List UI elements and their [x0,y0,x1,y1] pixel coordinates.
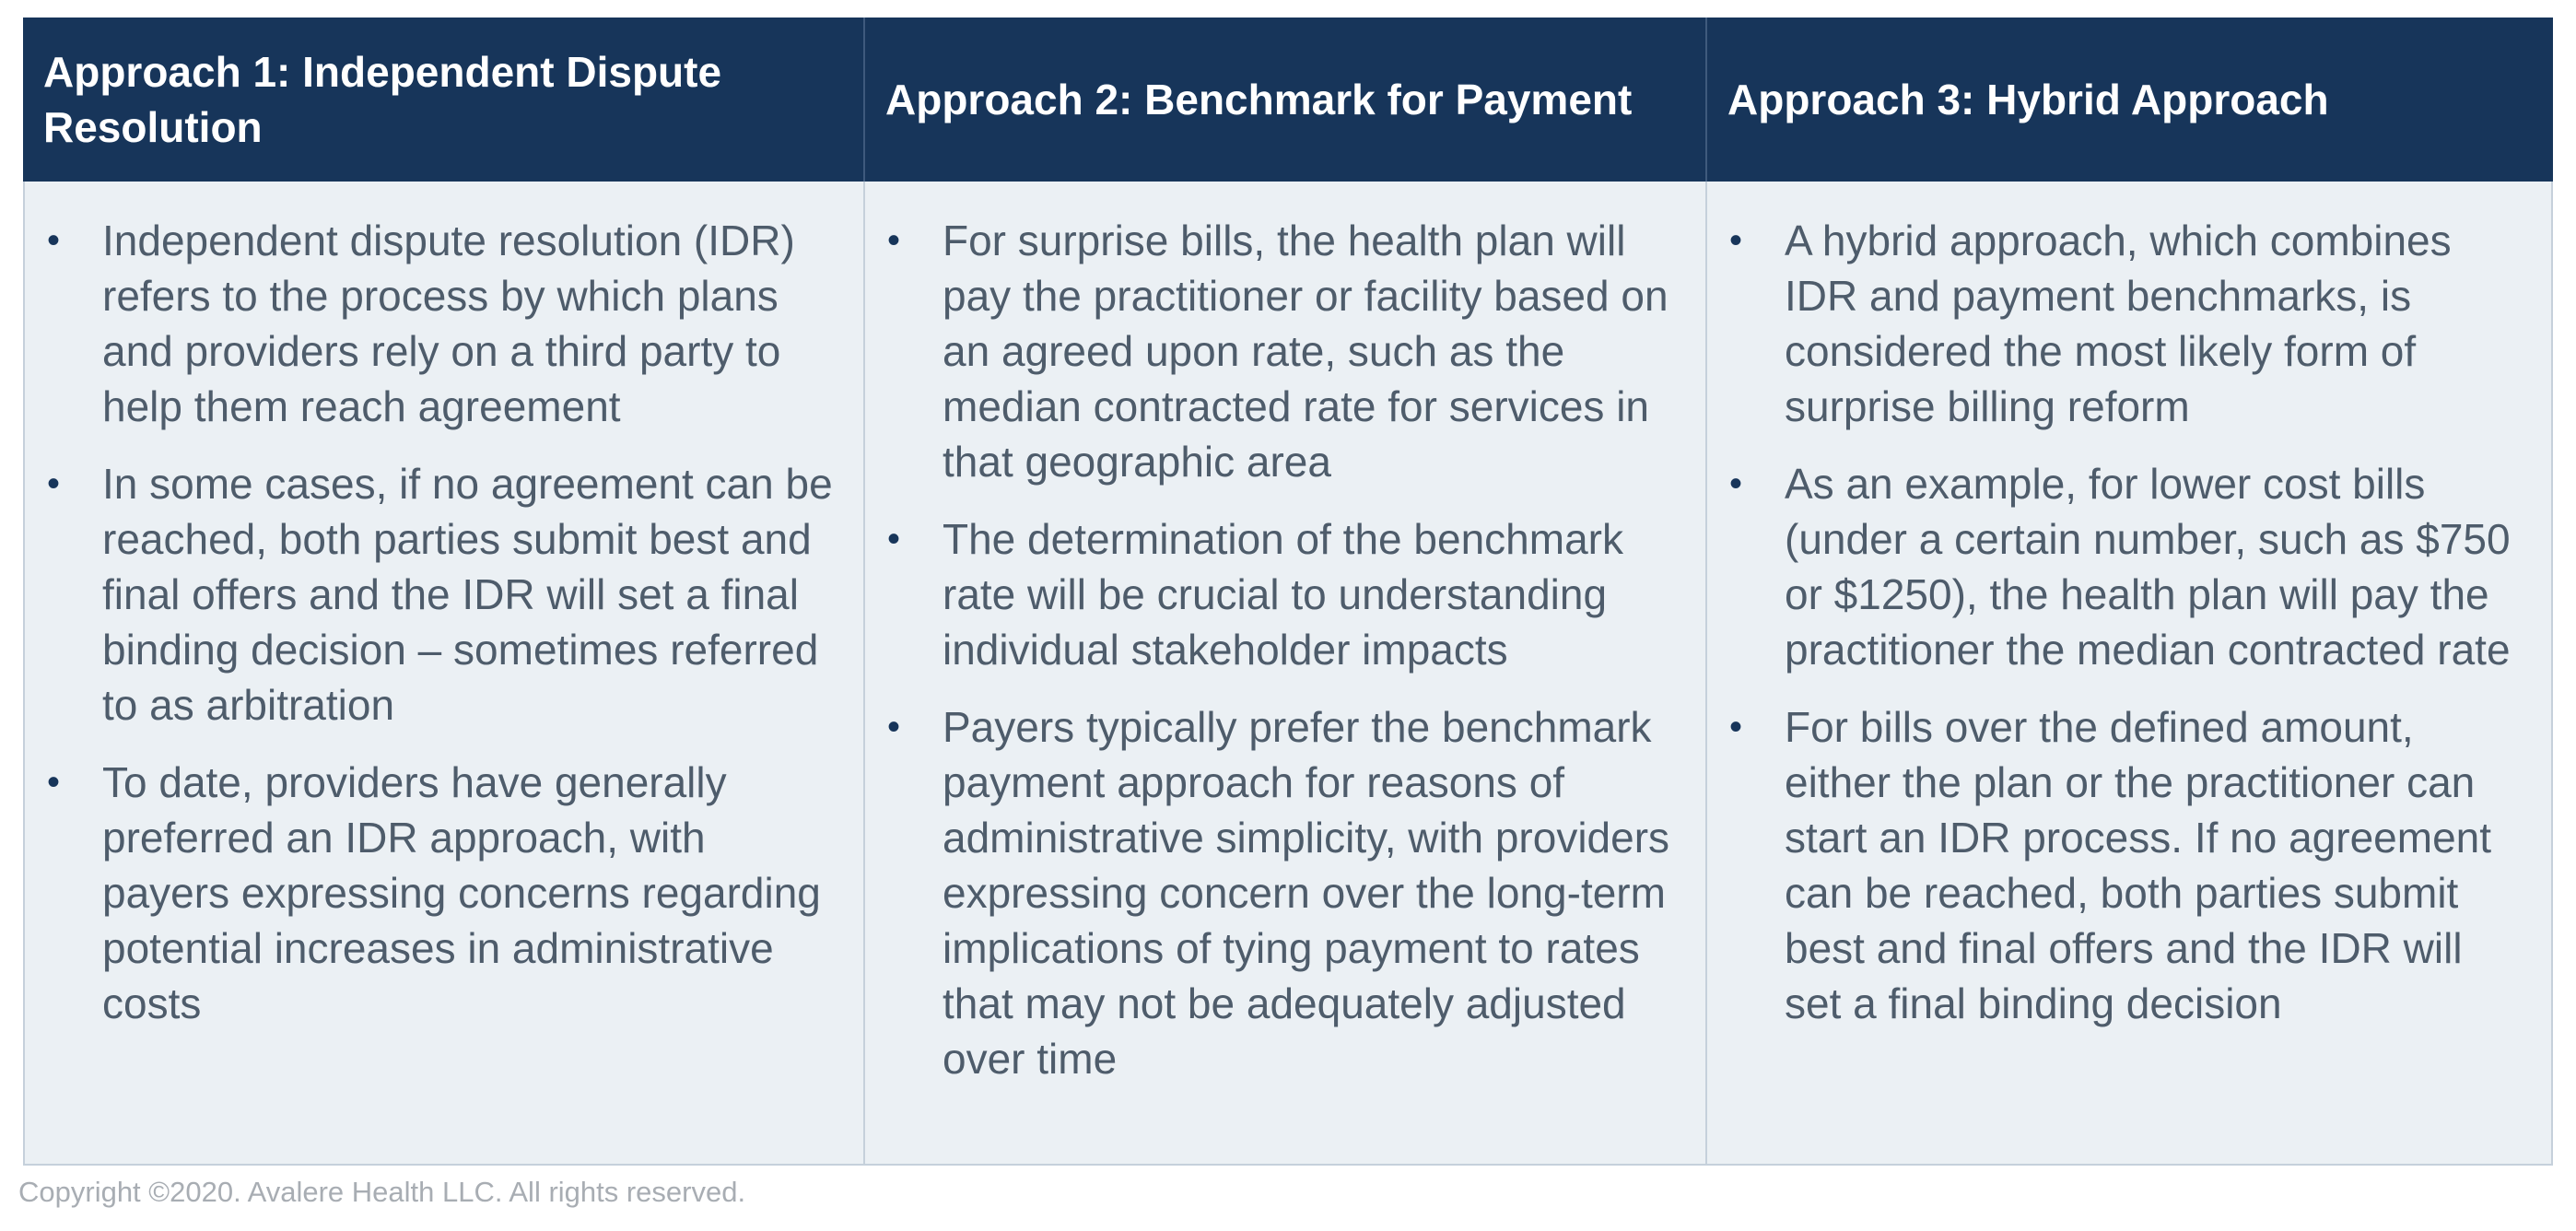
bullet-text: For surprise bills, the health plan will pay the practitioner or facility based on an agreed upon rate, such as the median contracted rate for services in that geographic area [943,217,1669,486]
bullet-icon: • [47,463,61,504]
list-item [1727,699,2529,1031]
column-header-approach-3: Approach 3: Hybrid Approach [1707,18,2553,182]
list-item [45,456,841,733]
bullet-text: The determination of the benchmark rate will be crucial to understanding individual stakeholder impacts [943,515,1623,674]
list-item [885,511,1683,677]
list-item [45,755,841,1031]
list-item [1727,213,2529,434]
bullet-icon: • [1729,463,1743,504]
column-body-approach-1 [23,182,865,1166]
list-item [885,699,1683,1086]
bullet-list [1727,213,2529,1031]
column-body-approach-2 [865,182,1707,1166]
bullet-text: In some cases, if no agreement can be reached, both parties submit best and final offers and the IDR will set a final binding decision – sometimes referred to as arbitration [102,460,833,729]
list-item [45,213,841,434]
bullet-text: As an example, for lower cost bills (under a certain number, such as $750 or $1250), the health plan will pay the practitioner the median contracted rate [1785,460,2511,674]
bullet-text: A hybrid approach, which combines IDR and payment benchmarks, is considered the most likely form of surprise billing reform [1785,217,2452,430]
bullet-text: Payers typically prefer the benchmark payment approach for reasons of administrative simplicity, with providers expressing concern over the long-term implications of tying payment to rates that may not be adequately adjusted over time [943,703,1670,1083]
bullet-text: Independent dispute resolution (IDR) refers to the process by which plans and providers rely on a third party to help them reach agreement [102,217,795,430]
column-body-approach-3 [1707,182,2553,1166]
bullet-icon: • [1729,707,1743,747]
bullet-icon: • [887,519,901,559]
bullet-icon: • [887,707,901,747]
bullet-icon: • [47,220,61,261]
column-header-approach-1: Approach 1: Independent Dispute Resolution [23,18,865,182]
list-item [885,213,1683,489]
list-item [1727,456,2529,677]
bullet-list [45,213,841,1031]
bullet-icon: • [887,220,901,261]
comparison-table [23,18,2553,1166]
bullet-icon: • [1729,220,1743,261]
bullet-text: To date, providers have generally preferred an IDR approach, with payers expressing concerns regarding potential increases in administrative costs [102,758,821,1027]
bullet-list [885,213,1683,1086]
bullet-icon: • [47,762,61,803]
copyright-notice: Copyright ©2020. Avalere Health LLC. All rights reserved. [18,1176,746,1208]
column-header-approach-2: Approach 2: Benchmark for Payment [865,18,1707,182]
bullet-text: For bills over the defined amount, either the plan or the practitioner can start an IDR process. If no agreement can be reached, both parties submit best and final offers and the IDR will set a final binding decision [1785,703,2492,1027]
